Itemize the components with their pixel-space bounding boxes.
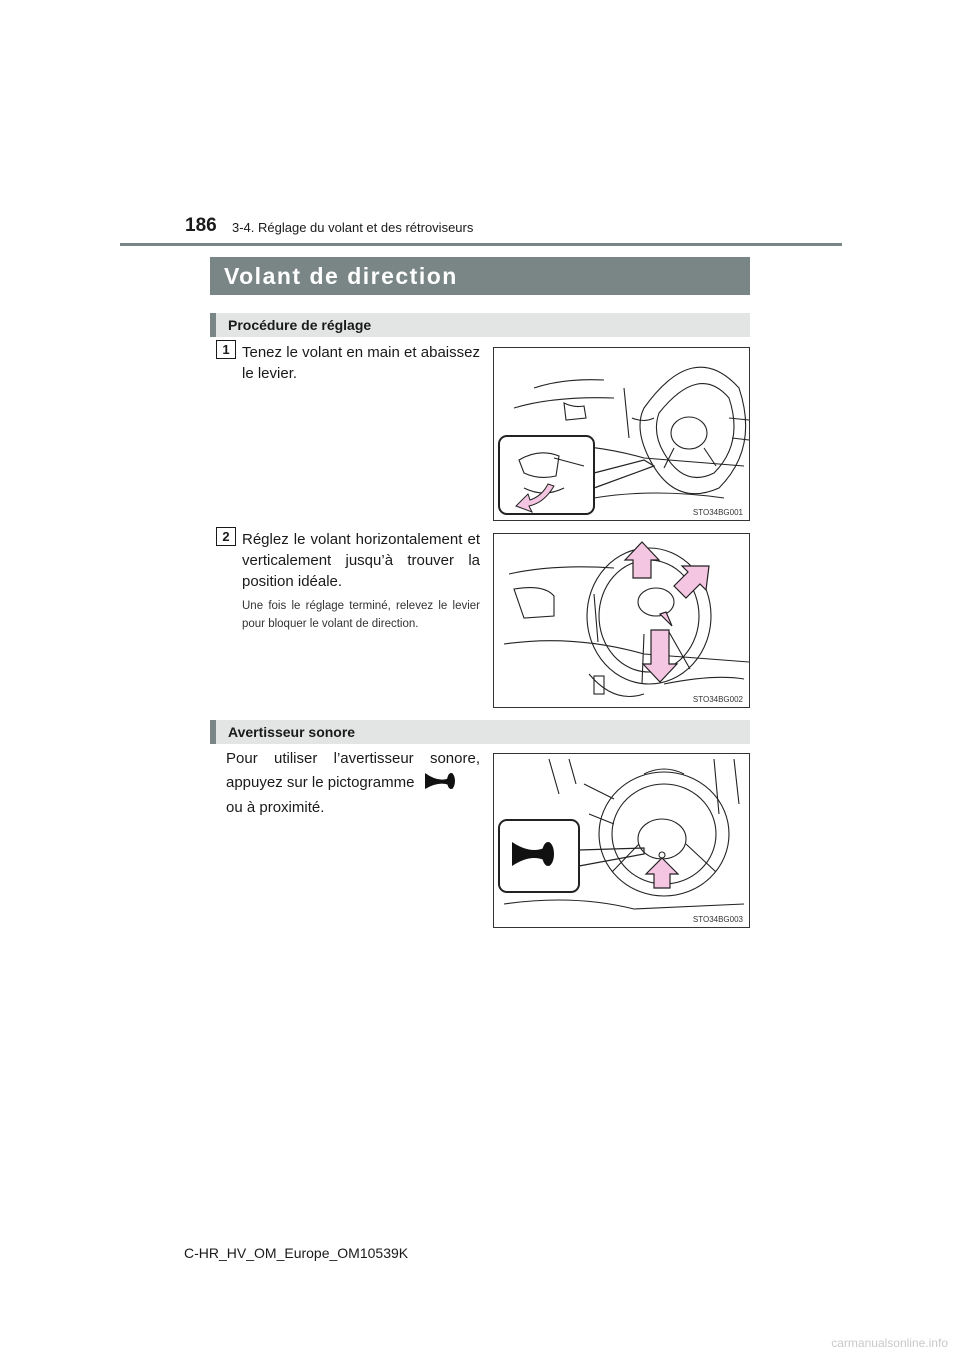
subheading-adjustment-procedure: Procédure de réglage [210, 313, 750, 337]
step-2-note: Une fois le réglage terminé, relevez le levier pour bloquer le volant de direction. [242, 600, 480, 630]
section-label: 3-4. Réglage du volant et des rétroviseurs [232, 220, 474, 235]
horn-icon [423, 769, 457, 797]
horn-text-part-1: Pour utiliser l’avertisseur sonore, appuyez sur le pictogramme [226, 750, 480, 791]
step-1-text: Tenez le volant en main et abaissez le levier. [242, 344, 480, 382]
document-id: C-HR_HV_OM_Europe_OM10539K [184, 1245, 409, 1261]
page-title: Volant de direction [210, 257, 750, 295]
watermark: carmanualsonline.info [831, 1336, 948, 1350]
figure-code: STO34BG001 [692, 508, 743, 517]
page-number: 186 [185, 215, 217, 236]
step-number-2: 2 [216, 527, 236, 546]
horn-text-part-2: ou à proximité. [226, 799, 325, 816]
subheading-horn: Avertisseur sonore [210, 720, 750, 744]
horn-text [226, 748, 480, 818]
step-2-text: Réglez le volant horizontalement et verticalement jusqu’à trouver la position idéale. [242, 531, 480, 590]
figure-horn-pad [493, 753, 750, 928]
step-number-1: 1 [216, 340, 236, 359]
figure-code: STO34BG002 [692, 695, 743, 704]
figure-adjust-wheel [493, 533, 750, 708]
figure-code: STO34BG003 [692, 915, 743, 924]
header-divider [120, 243, 842, 246]
figure-lower-lever [493, 347, 750, 521]
